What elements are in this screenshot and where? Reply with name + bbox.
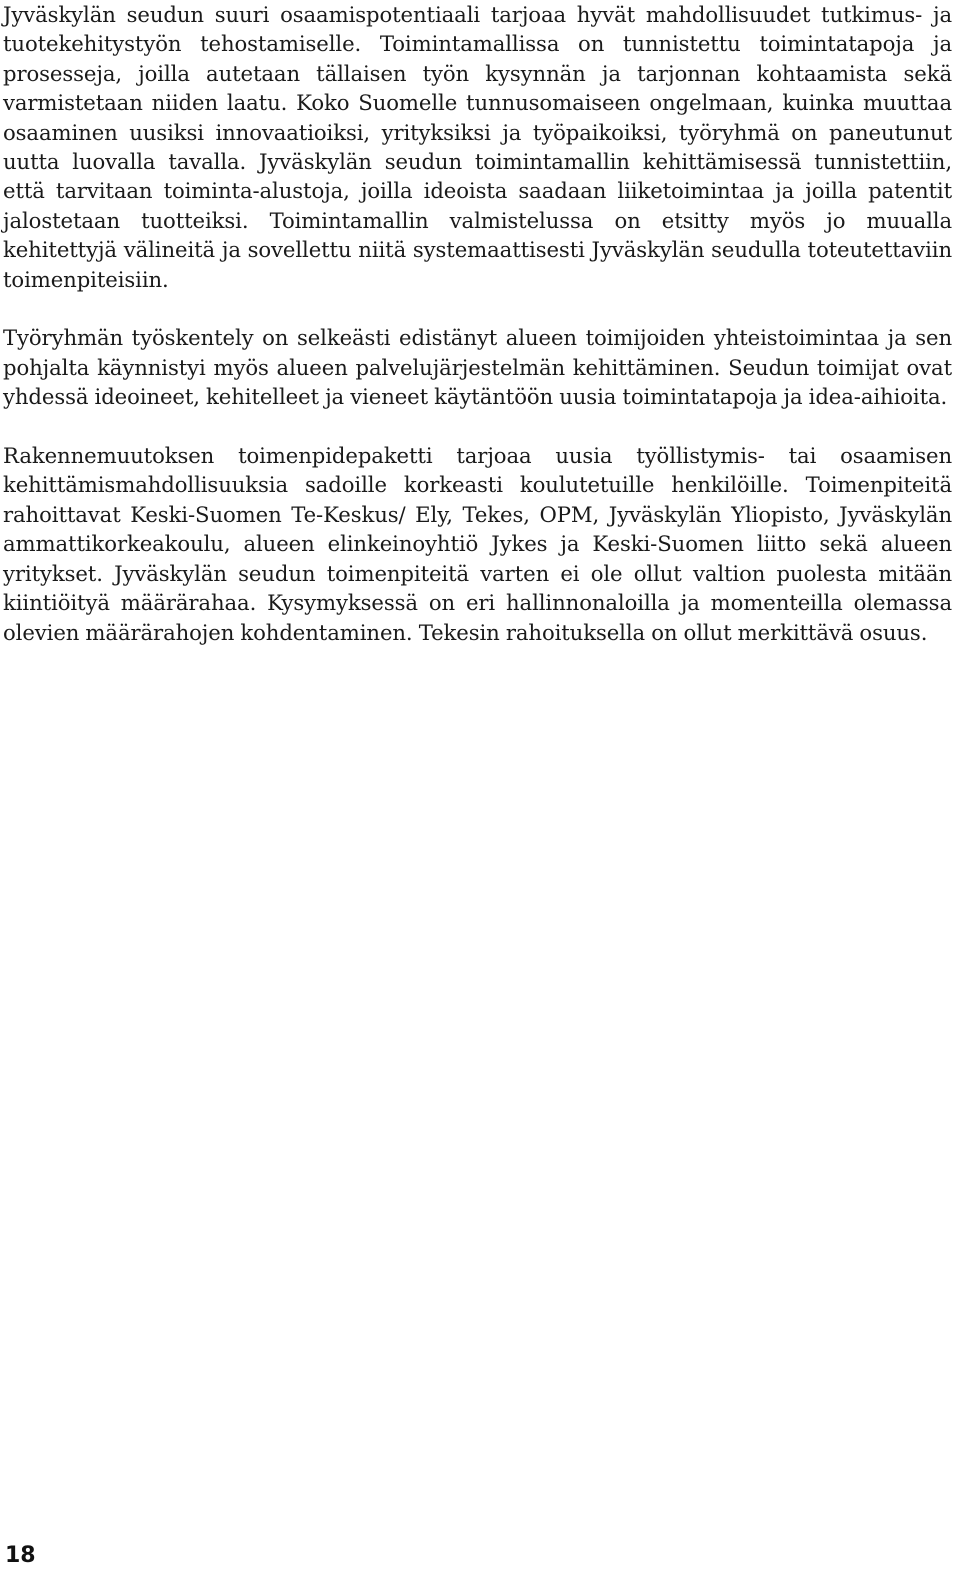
body-text <box>3 0 952 647</box>
page-number: 18 <box>5 1543 36 1568</box>
paragraph-3: Rakennemuutoksen toimenpidepaketti tarjoaa uusia työllistymis- tai osaamisen kehittämismahdollisuuksia sadoille korkeasti koulutetuille henkilöille. Toimenpiteitä rahoittavat Keski-Suomen Te-Keskus/ Ely, Tekes, OPM, Jyväskylän Yliopisto, Jyväskylän ammattikorkeakoulu, alueen elinkeinoyhtiö Jykes ja Keski-Suomen liitto sekä alueen yritykset. Jyväskylän seudun toimenpiteitä varten ei ole ollut valtion puolesta mitään kiintiöityä määrärahaa. Kysymyksessä on eri hallinnonaloilla ja momenteilla olemassa olevien määrärahojen kohdentaminen. Tekesin rahoituksella on ollut merkittävä osuus. <box>3 443 952 645</box>
paragraph-2: Työryhmän työskentely on selkeästi edistänyt alueen toimijoiden yhteistoimintaa ja sen pohjalta käynnistyi myös alueen palvelujärjestelmän kehittäminen. Seudun toimijat ovat yhdessä ideoineet, kehitelleet ja vieneet käytäntöön uusia toimintatapoja ja idea-aihioita. <box>3 325 952 410</box>
paragraph-1: Jyväskylän seudun suuri osaamispotentiaali tarjoaa hyvät mahdollisuudet tutkimus- ja tuotekehitystyön tehostamiselle. Toimintamallissa on tunnistettu toimintatapoja ja prosesseja, joilla autetaan tällaisen työn kysynnän ja tarjonnan kohtaamista sekä varmistetaan niiden laatu. Koko Suomelle tunnusomaiseen ongelmaan, kuinka muuttaa osaaminen uusiksi innovaatioiksi, yrityksiksi ja työpaikoiksi, työryhmä on paneutunut uutta luovalla tavalla. Jyväskylän seudun toimintamallin kehittämisessä tunnistettiin, että tarvitaan toiminta-alustoja, joilla ideoista saadaan liiketoimintaa ja joilla patentit jalostetaan tuotteiksi. Toimintamallin valmistelussa on etsitty myös jo muualla kehitettyjä välineitä ja sovellettu niitä systemaattisesti Jyväskylän seudulla toteutettaviin toimenpiteisiin. <box>3 2 952 292</box>
